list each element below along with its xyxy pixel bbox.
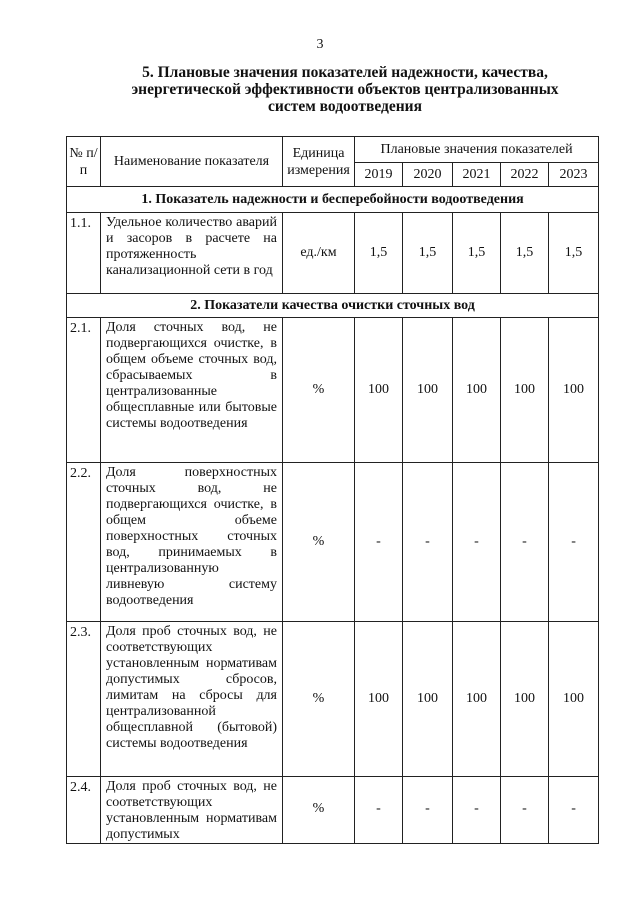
row-number: 1.1.: [67, 213, 101, 294]
header-planned: Плановые значения показателей: [355, 137, 599, 163]
value-cell: 100: [549, 318, 599, 463]
value-cell: 100: [501, 318, 549, 463]
header-year: 2019: [355, 163, 403, 187]
indicator-unit: ед./км: [283, 213, 355, 294]
value-cell: 1,5: [501, 213, 549, 294]
table-row: [67, 463, 599, 622]
value-cell: -: [549, 777, 599, 844]
header-year: 2022: [501, 163, 549, 187]
header-year: 2021: [453, 163, 501, 187]
page-number: 3: [316, 37, 324, 52]
indicator-name: Доля поверхностных сточных вод, не подвергающихся очистке, в общем объеме поверхностных сточных вод, принимаемых в централизованную ливневую систему водоотведения: [101, 463, 283, 622]
value-cell: -: [453, 463, 501, 622]
value-cell: -: [403, 463, 453, 622]
heading-line: энергетической эффективности объектов централизованных: [131, 81, 559, 98]
header-num: № п/п: [67, 137, 101, 187]
indicators-table: [66, 136, 599, 844]
value-cell: 100: [355, 622, 403, 777]
indicator-name: Удельное количество аварий и засоров в расчете на протяженность канализационной сети в год: [101, 213, 283, 294]
table-row: [67, 777, 599, 844]
value-cell: -: [403, 777, 453, 844]
row-number: 2.4.: [67, 777, 101, 844]
value-cell: 100: [453, 622, 501, 777]
row-number: 2.2.: [67, 463, 101, 622]
section-title: 2. Показатели качества очистки сточных вод: [67, 294, 599, 318]
value-cell: 100: [501, 622, 549, 777]
value-cell: 100: [453, 318, 501, 463]
value-cell: -: [501, 463, 549, 622]
value-cell: 100: [355, 318, 403, 463]
indicator-unit: %: [283, 318, 355, 463]
row-number: 2.3.: [67, 622, 101, 777]
header-year: 2023: [549, 163, 599, 187]
value-cell: -: [355, 777, 403, 844]
value-cell: 100: [403, 318, 453, 463]
indicator-unit: %: [283, 463, 355, 622]
heading-line: систем водоотведения: [268, 98, 422, 115]
value-cell: -: [355, 463, 403, 622]
table-row: [67, 213, 599, 294]
header-unit: Единица измерения: [283, 137, 355, 187]
indicator-name: Доля проб сточных вод, не соответствующих установленным нормативам допустимых сбросов, лимитам на сбросы для централизованной общесплавной (бытовой) системы водоотведения: [101, 622, 283, 777]
value-cell: 1,5: [549, 213, 599, 294]
value-cell: 100: [549, 622, 599, 777]
value-cell: -: [453, 777, 501, 844]
section-heading: [110, 64, 580, 115]
heading-line: 5. Плановые значения показателей надежности, качества,: [142, 64, 548, 81]
value-cell: 100: [403, 622, 453, 777]
indicator-name: Доля проб сточных вод, не соответствующих установленным нормативам допустимых: [101, 777, 283, 844]
value-cell: 1,5: [403, 213, 453, 294]
value-cell: 1,5: [453, 213, 501, 294]
indicator-unit: %: [283, 622, 355, 777]
table-row: [67, 318, 599, 463]
value-cell: 1,5: [355, 213, 403, 294]
header-year: 2020: [403, 163, 453, 187]
indicator-unit: %: [283, 777, 355, 844]
indicator-name: Доля сточных вод, не подвергающихся очистке, в общем объеме сточных вод, сбрасываемых в централизованные общесплавные или бытовые системы водоотведения: [101, 318, 283, 463]
value-cell: -: [549, 463, 599, 622]
section-title: 1. Показатель надежности и бесперебойности водоотведения: [67, 187, 599, 213]
row-number: 2.1.: [67, 318, 101, 463]
value-cell: -: [501, 777, 549, 844]
table-row: [67, 622, 599, 777]
header-name: Наименование показателя: [101, 137, 283, 187]
